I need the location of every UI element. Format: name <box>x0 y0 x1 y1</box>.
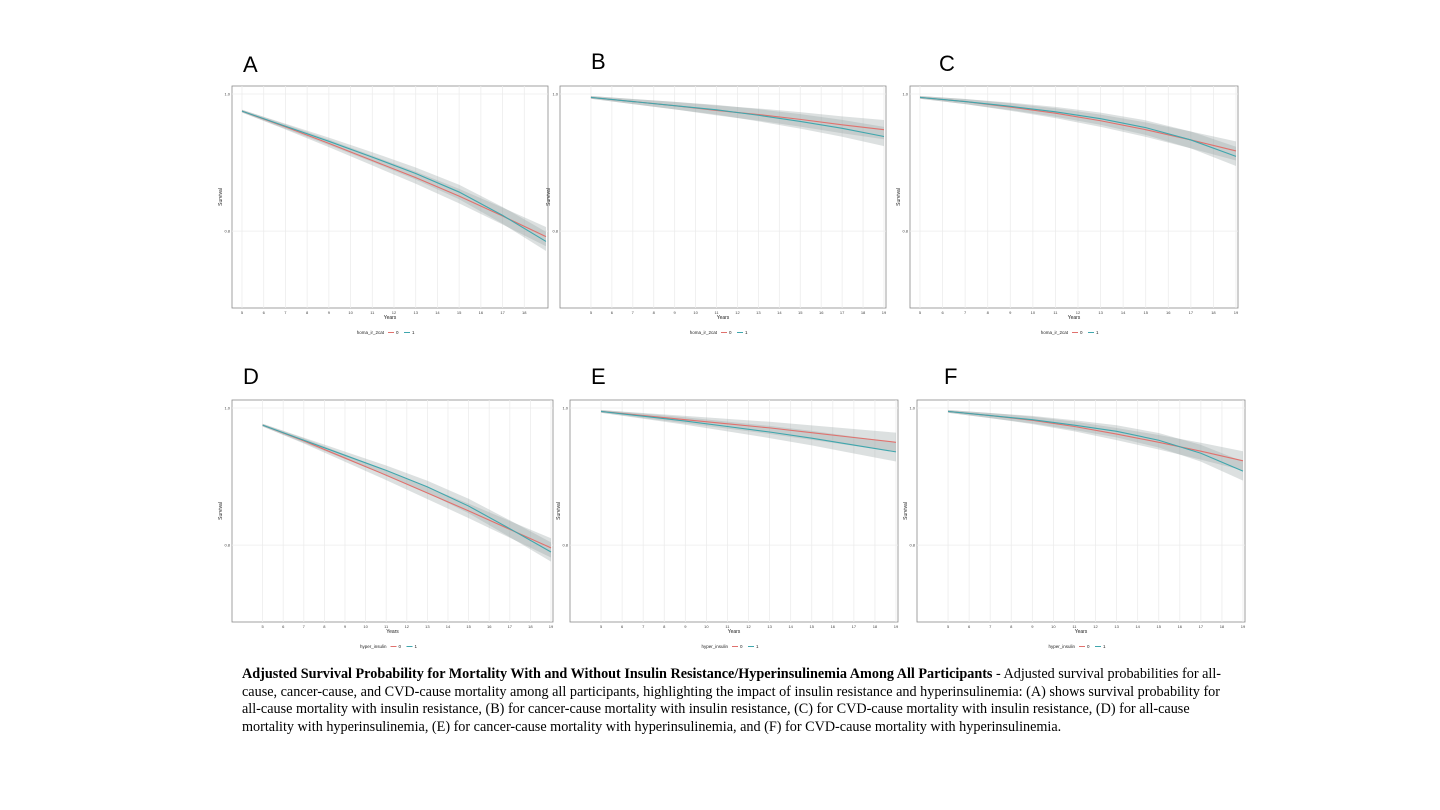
x-tick-label: 14 <box>1120 310 1126 315</box>
x-tick-label: 15 <box>466 624 471 629</box>
chart-panel-f <box>897 396 1249 658</box>
x-tick-label: 15 <box>798 310 803 315</box>
x-tick-label: 16 <box>478 310 484 315</box>
caption-separator: - <box>992 666 1004 682</box>
x-tick-label: 16 <box>818 310 824 315</box>
x-axis-label: Years <box>383 315 397 321</box>
legend-title: homa_ir_2cat <box>356 330 384 335</box>
x-tick-label: 9 <box>684 624 687 629</box>
x-tick-label: 19 <box>548 624 554 629</box>
x-tick-label: 6 <box>262 310 265 315</box>
x-tick-label: 7 <box>302 624 305 629</box>
panel-label-e: E <box>591 364 606 389</box>
y-axis-label: Survival <box>903 502 909 520</box>
y-tick-label: 0.8 <box>902 228 908 234</box>
x-tick-label: 19 <box>1240 624 1246 629</box>
x-tick-label: 16 <box>830 624 836 629</box>
x-tick-label: 9 <box>327 310 330 315</box>
x-tick-label: 12 <box>391 310 397 315</box>
y-axis-label: Survival <box>218 188 224 206</box>
x-tick-label: 19 <box>1233 310 1239 315</box>
legend-label-1: 1 <box>1103 644 1106 649</box>
x-tick-label: 13 <box>756 310 761 315</box>
x-axis-label: Years <box>386 629 399 635</box>
x-tick-label: 17 <box>851 624 857 629</box>
x-tick-label: 9 <box>343 624 347 629</box>
panel-label-c: C <box>939 51 955 76</box>
panel-label-f: F <box>944 364 958 389</box>
x-tick-label: 8 <box>986 310 989 315</box>
x-tick-label: 5 <box>599 624 603 629</box>
x-tick-label: 6 <box>968 624 971 629</box>
figure-caption <box>242 666 1242 736</box>
x-tick-label: 12 <box>1093 624 1098 629</box>
x-axis-label: Years <box>1067 315 1081 321</box>
chart-panel-c <box>890 82 1242 344</box>
x-tick-label: 10 <box>1030 310 1036 315</box>
x-tick-label: 8 <box>306 310 309 315</box>
x-tick-label: 10 <box>348 310 353 315</box>
x-tick-label: 18 <box>1219 624 1225 629</box>
x-tick-label: 12 <box>735 310 740 315</box>
x-tick-label: 5 <box>946 624 950 629</box>
x-tick-label: 19 <box>881 310 887 315</box>
y-tick-label: 1.0 <box>902 91 908 97</box>
y-tick-label: 0.8 <box>562 542 568 548</box>
x-tick-label: 7 <box>989 624 992 629</box>
x-tick-label: 11 <box>1053 310 1058 315</box>
caption-title: Adjusted Survival Probability for Mortality With and Without Insulin Resistance/Hyperinsulinemia Among All Participants <box>242 666 993 682</box>
x-tick-label: 19 <box>893 624 899 629</box>
x-tick-label: 7 <box>642 624 645 629</box>
x-tick-label: 8 <box>652 310 655 315</box>
x-tick-label: 13 <box>425 624 430 629</box>
x-tick-label: 17 <box>500 310 505 315</box>
legend-title: hyper_insulin <box>359 644 387 649</box>
y-tick-label: 0.8 <box>224 228 230 234</box>
y-tick-label: 0.8 <box>552 228 558 234</box>
y-tick-label: 1.0 <box>224 405 230 411</box>
x-tick-label: 15 <box>809 624 814 629</box>
y-tick-label: 0.8 <box>909 542 915 548</box>
panel-label-a: A <box>243 52 258 77</box>
chart-panel-e <box>550 396 902 658</box>
chart-panel-d <box>212 396 557 658</box>
chart-panel-b <box>540 82 890 344</box>
x-tick-label: 10 <box>704 624 709 629</box>
x-tick-label: 13 <box>413 310 418 315</box>
x-tick-label: 9 <box>673 310 676 315</box>
x-tick-label: 15 <box>456 310 462 315</box>
legend-label-0: 0 <box>1087 644 1090 649</box>
x-tick-label: 18 <box>860 310 866 315</box>
x-tick-label: 6 <box>282 624 285 629</box>
x-tick-label: 17 <box>507 624 513 629</box>
x-tick-label: 14 <box>445 624 451 629</box>
legend-title: hyper_insulin <box>701 644 728 649</box>
x-tick-label: 18 <box>872 624 878 629</box>
y-axis-label: Survival <box>556 502 562 520</box>
legend-label-1: 1 <box>412 330 415 335</box>
x-axis-label: Years <box>716 315 730 321</box>
legend-label-0: 0 <box>398 644 402 649</box>
x-tick-label: 5 <box>589 310 593 315</box>
x-tick-label: 12 <box>1075 310 1081 315</box>
x-tick-label: 18 <box>1211 310 1216 315</box>
x-tick-label: 18 <box>528 624 533 629</box>
plot-frame <box>917 400 1245 622</box>
x-tick-label: 16 <box>486 624 492 629</box>
legend-title: hyper_insulin <box>1048 644 1075 649</box>
legend-title: homa_ir_2cat <box>689 330 717 335</box>
panel-label-b: B <box>591 49 606 74</box>
legend-label-1: 1 <box>745 330 748 335</box>
legend-label-1: 1 <box>1096 330 1099 335</box>
x-tick-label: 11 <box>714 310 719 315</box>
x-tick-label: 15 <box>1156 624 1161 629</box>
x-tick-label: 11 <box>370 310 375 315</box>
y-tick-label: 1.0 <box>224 91 230 97</box>
x-tick-label: 9 <box>1009 310 1012 315</box>
x-tick-label: 12 <box>404 624 410 629</box>
y-axis-label: Survival <box>896 188 902 206</box>
x-tick-label: 8 <box>323 624 326 629</box>
x-tick-label: 13 <box>1098 310 1103 315</box>
x-tick-label: 14 <box>777 310 782 315</box>
x-axis-label: Years <box>1074 629 1088 635</box>
y-tick-label: 1.0 <box>562 405 568 411</box>
x-tick-label: 13 <box>767 624 772 629</box>
x-tick-label: 5 <box>918 310 922 315</box>
legend-title: homa_ir_2cat <box>1040 330 1068 335</box>
x-tick-label: 6 <box>621 624 624 629</box>
x-tick-label: 7 <box>284 310 287 315</box>
plot-frame <box>232 86 548 308</box>
x-tick-label: 6 <box>941 310 944 315</box>
x-tick-label: 18 <box>522 310 527 315</box>
y-axis-label: Survival <box>546 188 552 206</box>
x-tick-label: 10 <box>363 624 368 629</box>
legend-label-0: 0 <box>396 330 399 335</box>
x-tick-label: 17 <box>839 310 845 315</box>
x-tick-label: 13 <box>1114 624 1119 629</box>
x-tick-label: 14 <box>1135 624 1140 629</box>
x-tick-label: 5 <box>240 310 244 315</box>
x-tick-label: 16 <box>1166 310 1171 315</box>
legend-label-1: 1 <box>756 644 759 649</box>
chart-panel-a <box>212 82 552 344</box>
x-tick-label: 5 <box>261 624 264 629</box>
y-tick-label: 1.0 <box>909 405 915 411</box>
x-tick-label: 11 <box>1072 624 1077 629</box>
legend-label-1: 1 <box>414 644 418 649</box>
x-tick-label: 9 <box>1031 624 1034 629</box>
legend-label-0: 0 <box>1080 330 1083 335</box>
legend-label-0: 0 <box>740 644 743 649</box>
y-tick-label: 0.8 <box>224 542 230 548</box>
x-tick-label: 17 <box>1198 624 1204 629</box>
x-tick-label: 8 <box>663 624 666 629</box>
x-tick-label: 14 <box>788 624 793 629</box>
legend-label-0: 0 <box>729 330 732 335</box>
x-tick-label: 6 <box>610 310 613 315</box>
y-axis-label: Survival <box>218 502 224 520</box>
x-tick-label: 14 <box>435 310 440 315</box>
x-tick-label: 11 <box>725 624 730 629</box>
x-axis-label: Years <box>727 629 741 635</box>
x-tick-label: 8 <box>1010 624 1013 629</box>
x-tick-label: 10 <box>693 310 698 315</box>
x-tick-label: 12 <box>746 624 751 629</box>
x-tick-label: 16 <box>1177 624 1183 629</box>
x-tick-label: 7 <box>631 310 634 315</box>
x-tick-label: 11 <box>384 624 389 629</box>
x-tick-label: 7 <box>964 310 967 315</box>
y-tick-label: 1.0 <box>552 91 558 97</box>
x-tick-label: 10 <box>1051 624 1056 629</box>
x-tick-label: 17 <box>1188 310 1194 315</box>
caption-body: Adjusted survival probabilities for all-cause, cancer-cause, and CVD-cause mortality among all participants, highlighting the impact of insulin resistance and hyperinsulinemia: (A) shows survival probability for all-cause mortality with insulin resistance, (B) for cancer-cause mortality with insulin resistance, (C) for CVD-cause mortality with insulin resistance, (D) for all-cause mortality with hyperinsulinemia, (E) for cancer-cause mortality with hyperinsulinemia, and (F) for CVD-cause mortality with hyperinsulinemia. <box>242 666 1221 735</box>
x-tick-label: 15 <box>1143 310 1148 315</box>
panel-label-d: D <box>243 364 259 389</box>
